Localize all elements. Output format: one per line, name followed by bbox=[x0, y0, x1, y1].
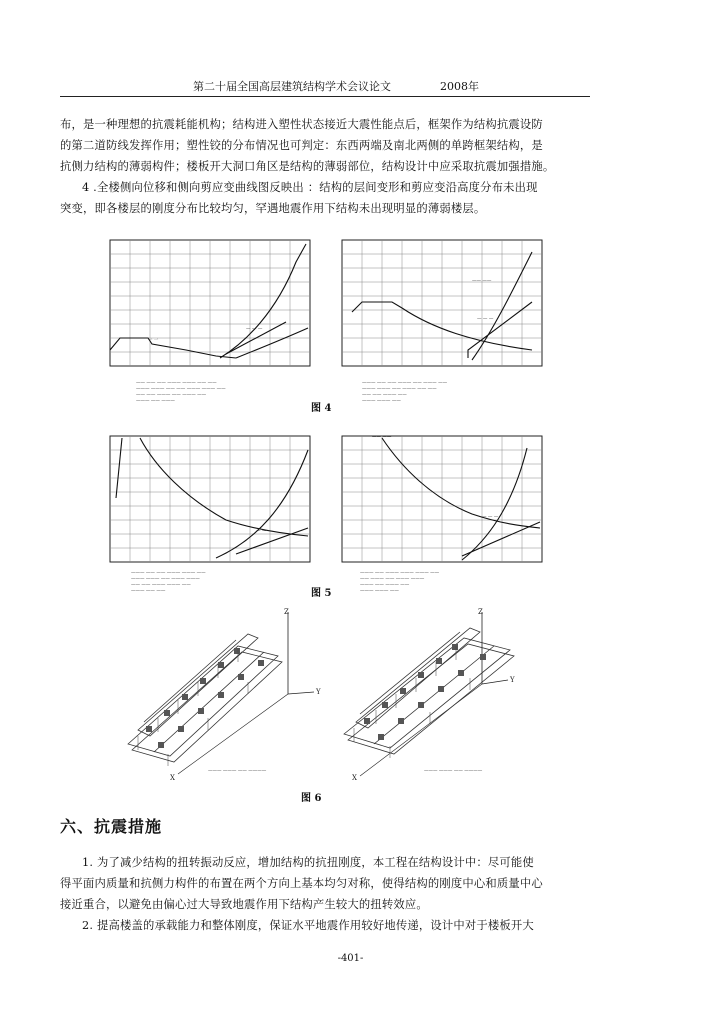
text-line: 2. 提高楼盖的承载能力和整体刚度，保证水平地震作用较好地传递，设计中对于楼板开大 bbox=[82, 919, 534, 932]
figure-5-right-chart bbox=[322, 428, 554, 604]
axis-z-label: Z bbox=[478, 608, 483, 616]
svg-text:—— ——: —— —— bbox=[372, 435, 392, 440]
axis-z-label: Z bbox=[284, 608, 289, 616]
figure-4-caption: 图 4 bbox=[311, 403, 332, 414]
text-line: 接近重合，以避免由偏心过大导致地震作用下结构产生较大的扭转效应。 bbox=[60, 898, 428, 911]
svg-text:——— ——— —— ————: ——— ——— —— ———— bbox=[424, 769, 483, 774]
svg-text:——— —— ——: ——— —— —— bbox=[131, 589, 166, 594]
text-line: 的第二道防线发挥作用；塑性铰的分布情况也可判定：东西两端及南北两侧的单跨框架结构，是 bbox=[60, 139, 543, 152]
svg-text:——— ——— —— ————: ——— ——— —— ———— bbox=[208, 769, 267, 774]
svg-text:——— ——— —— ——— ———: ——— ——— —— ——— ——— bbox=[131, 577, 200, 582]
axis-x-label: X bbox=[170, 774, 175, 782]
header-title: 第二十届全国高层建筑结构学术会议论文 bbox=[193, 80, 391, 93]
svg-text:——— ——— —— —— ——— ——— ——: ——— ——— —— —— ——— ——— —— bbox=[136, 387, 226, 392]
svg-text:——— —— ——— ——— ——— ——: ——— —— ——— ——— ——— —— bbox=[360, 571, 440, 576]
svg-text:—— —— ——— —— ——— ——: —— —— ——— —— ——— —— bbox=[136, 393, 207, 398]
figure-5-caption: 图 5 bbox=[311, 588, 332, 599]
axis-y-label: Y bbox=[510, 676, 515, 684]
text-line: 4 .全楼侧向位移和侧向剪应变曲线图反映出 ：结构的层间变形和剪应变沿高度分布未出现 bbox=[82, 181, 538, 194]
axis-y-label: Y bbox=[316, 688, 321, 696]
page-header bbox=[60, 70, 590, 97]
text-line: 突变，即各楼层的刚度分布比较均匀，罕遇地震作用下结构未出现明显的薄弱楼层。 bbox=[60, 202, 486, 215]
figure-6-left-3d-model bbox=[118, 604, 338, 782]
svg-text:— — —: — — — bbox=[246, 327, 263, 332]
svg-text:——— —— ——— ——: ——— —— ——— —— bbox=[360, 583, 410, 588]
text-line: 1. 为了减少结构的扭转振动反应，增加结构的抗扭刚度，本工程在结构设计中：尽可能使 bbox=[82, 856, 534, 869]
figure-6-caption: 图 6 bbox=[301, 793, 322, 804]
svg-text:一 一: 一 一 bbox=[148, 338, 159, 343]
svg-text:——— ——— ——: ——— ——— —— bbox=[362, 399, 401, 404]
page-number: -401- bbox=[337, 953, 364, 964]
svg-text:— — —: — — — bbox=[256, 529, 273, 534]
svg-text:——— ——— ——: ——— ——— —— bbox=[360, 589, 399, 594]
svg-text:—— ——: —— —— bbox=[472, 279, 492, 284]
text-line: 布，是一种理想的抗震耗能机构；结构进入塑性状态接近大震性能点后，框架作为结构抗震设防 bbox=[60, 118, 543, 131]
text-line: 抗侧力结构的薄弱构件；楼板开大洞口角区是结构的薄弱部位，结构设计中应采取抗震加强措施。 bbox=[60, 160, 555, 173]
svg-text:——— ——— —— ——— —— ——: ——— ——— —— ——— —— —— bbox=[362, 387, 437, 392]
figure-6-right-3d-model bbox=[340, 604, 560, 782]
svg-text:—— ——— —— ——— ———: —— ——— —— ——— ——— bbox=[360, 577, 425, 582]
svg-text:—— —— —— ——— ——— —— ——: —— —— —— ——— ——— —— —— bbox=[136, 381, 217, 386]
svg-text:——— —— —— ——— ——— ——: ——— —— —— ——— ——— —— bbox=[131, 571, 206, 576]
svg-text:— — —: — — — bbox=[477, 317, 494, 322]
text-line: 得平面内质量和抗侧力构件的布置在两个方向上基本均匀对称，使得结构的刚度中心和质量中心 bbox=[60, 877, 543, 890]
svg-text:—— —— ——— ——: —— —— ——— —— bbox=[362, 393, 407, 398]
body-text-top bbox=[60, 114, 592, 219]
figure-5-left-chart bbox=[86, 428, 318, 604]
figure-4-right-chart bbox=[322, 232, 554, 418]
svg-text:——— —— —— ——— —— ——— ——: ——— —— —— ——— —— ——— —— bbox=[362, 381, 448, 386]
figure-4-left-chart bbox=[86, 232, 318, 418]
axis-x-label: X bbox=[352, 774, 357, 782]
section-title: 六、抗震措施 bbox=[60, 817, 163, 836]
svg-text:——— —— ———: ——— —— ——— bbox=[136, 399, 175, 404]
svg-text:— — —: — — — bbox=[482, 515, 499, 520]
header-year: 2008年 bbox=[440, 80, 479, 93]
svg-text:—— —— ——— ——— ——: —— —— ——— ——— —— bbox=[131, 583, 191, 588]
body-text-bottom bbox=[60, 852, 592, 936]
